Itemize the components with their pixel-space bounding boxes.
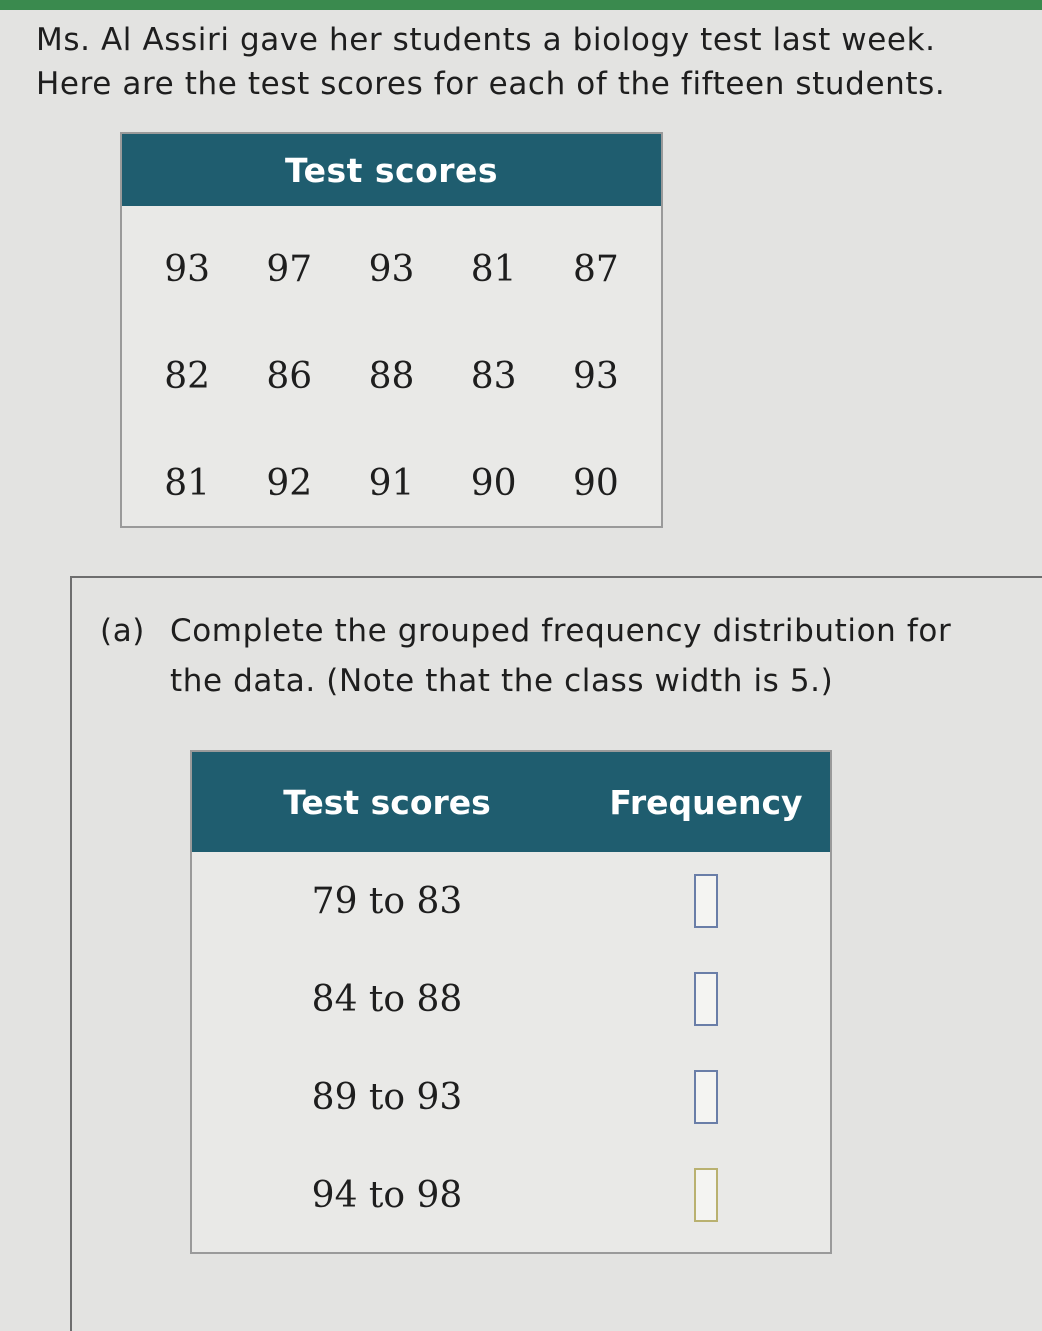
test-scores-table xyxy=(120,132,663,528)
score-cell: 93 xyxy=(368,249,415,290)
top-accent-bar xyxy=(0,0,1042,10)
part-a-text-line-1: Complete the grouped frequency distribution for xyxy=(170,613,952,649)
score-cell: 83 xyxy=(470,356,517,397)
frequency-rows xyxy=(192,852,830,1244)
score-cell: 82 xyxy=(164,356,210,397)
frequency-input-79-83[interactable] xyxy=(694,874,718,928)
header-frequency: Frequency xyxy=(609,782,803,822)
range-label: 84 to 88 xyxy=(311,978,463,1020)
score-cell: 93 xyxy=(164,249,210,290)
frequency-table xyxy=(190,750,832,1254)
table-row xyxy=(192,1146,830,1244)
part-a-question xyxy=(100,606,1020,706)
frequency-table-header xyxy=(192,752,830,852)
score-cell: 87 xyxy=(572,249,619,290)
frequency-input-84-88[interactable] xyxy=(694,972,718,1026)
frequency-cell xyxy=(582,972,830,1026)
frequency-cell xyxy=(582,874,830,928)
score-cell: 86 xyxy=(266,356,313,397)
frequency-cell xyxy=(582,1168,830,1222)
score-cell: 81 xyxy=(470,249,517,290)
score-cell: 90 xyxy=(470,463,517,504)
score-cell: 88 xyxy=(368,356,415,397)
table-row xyxy=(192,950,830,1048)
range-label: 79 to 83 xyxy=(311,880,463,922)
score-cell: 81 xyxy=(164,463,210,504)
score-cell: 97 xyxy=(266,249,313,290)
intro-line-1: Ms. Al Assiri gave her students a biology test last week. xyxy=(36,22,936,58)
frequency-input-94-98[interactable] xyxy=(694,1168,718,1222)
frequency-input-89-93[interactable] xyxy=(694,1070,718,1124)
intro-text xyxy=(36,18,1026,106)
part-a-section xyxy=(70,576,1042,1331)
header-test-scores: Test scores xyxy=(283,782,491,822)
range-label: 89 to 93 xyxy=(311,1076,463,1118)
score-cell: 92 xyxy=(266,463,313,504)
score-cell: 91 xyxy=(368,463,415,504)
test-scores-header: Test scores xyxy=(122,134,661,206)
frequency-cell xyxy=(582,1070,830,1124)
range-label: 94 to 98 xyxy=(311,1174,463,1216)
score-cell: 90 xyxy=(572,463,619,504)
part-a-label: (a) xyxy=(100,613,145,649)
table-row xyxy=(192,852,830,950)
intro-line-2: Here are the test scores for each of the fifteen students. xyxy=(36,66,946,102)
test-scores-grid xyxy=(122,206,661,537)
table-row xyxy=(192,1048,830,1146)
part-a-text-line-2: the data. (Note that the class width is 5.) xyxy=(170,663,834,699)
score-cell: 93 xyxy=(572,356,619,397)
